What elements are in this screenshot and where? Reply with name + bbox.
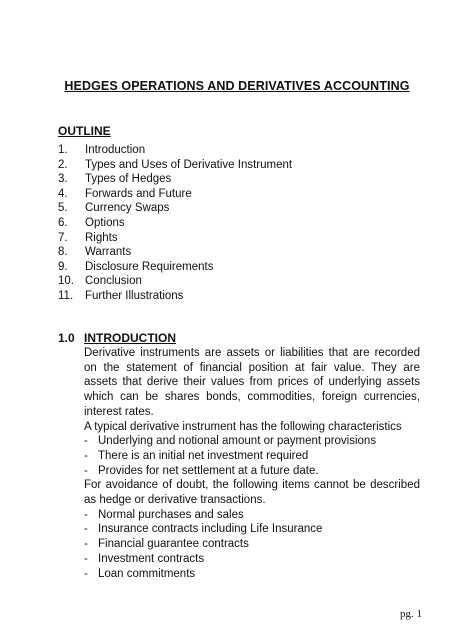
outline-item-text: Types of Hedges <box>85 173 172 186</box>
dash-bullet-icon: - <box>84 449 88 462</box>
dash-bullet-icon: - <box>84 552 88 565</box>
outline-item <box>58 260 292 275</box>
outline-item-text: Rights <box>85 231 118 244</box>
outline-item-number: 6. <box>58 216 68 229</box>
outline-item <box>58 231 292 246</box>
section-title: INTRODUCTION <box>84 331 176 345</box>
section-number: 1.0 <box>58 331 75 345</box>
outline-item-number: 2. <box>58 158 68 171</box>
bullet-text: Loan commitments <box>98 567 196 580</box>
outline-item <box>58 143 292 158</box>
outline-item-text: Further Illustrations <box>85 289 184 302</box>
outline-item <box>58 289 292 304</box>
dash-bullet-icon: - <box>84 435 88 448</box>
outline-item-number: 1. <box>58 144 68 156</box>
outline-item-number: 4. <box>58 187 68 200</box>
dash-bullet-icon: - <box>84 464 88 477</box>
outline-item <box>58 274 292 289</box>
outline-item-number: 3. <box>58 173 68 186</box>
bullet-text: Financial guarantee contracts <box>98 538 249 551</box>
paragraph: A typical derivative instrument has the following characteristics <box>84 420 402 433</box>
bullet-text: Investment contracts <box>98 552 205 565</box>
dash-bullet-icon: - <box>84 538 88 551</box>
page-number: pg. 1 <box>400 608 422 620</box>
outline-item-text: Types and Uses of Derivative Instrument <box>85 158 293 171</box>
outline-item-number: 11. <box>58 289 74 302</box>
dash-bullet-icon: - <box>84 508 88 521</box>
outline-item <box>58 245 292 260</box>
bullet-text: Provides for net settlement at a future date. <box>98 464 319 477</box>
outline-item-number: 7. <box>58 231 68 244</box>
bullet-item <box>84 537 420 552</box>
outline-item <box>58 216 292 231</box>
outline-item-text: Currency Swaps <box>85 202 170 215</box>
paragraph: Derivative instruments are assets or liabilities that are recorded on the statement of financial position at fair value. They are assets that derive their values from prices of underlying assets which can be shares bonds, commodities, foreign currencies, interest rates. <box>84 347 420 418</box>
outline-item-number: 10. <box>58 275 74 288</box>
bullet-item <box>84 522 420 537</box>
outline-item-number: 5. <box>58 202 68 215</box>
bullet-text: There is an initial net investment required <box>98 449 309 462</box>
bullet-text: Normal purchases and sales <box>98 508 244 521</box>
bullet-item <box>84 434 420 449</box>
document-title: HEDGES OPERATIONS AND DERIVATIVES ACCOUNTING <box>64 79 410 93</box>
outline-item <box>58 187 292 202</box>
section-body <box>84 346 420 581</box>
outline-item-text: Warrants <box>85 246 132 259</box>
outline-item-text: Forwards and Future <box>85 187 192 200</box>
bullet-item <box>84 552 420 567</box>
outline-item-text: Introduction <box>85 144 146 156</box>
outline-item-text: Disclosure Requirements <box>85 260 214 273</box>
outline-item <box>58 172 292 187</box>
outline-list <box>58 143 292 304</box>
paragraph: For avoidance of doubt, the following items cannot be described as hedge or derivative transactions. <box>84 479 420 507</box>
bullet-item <box>84 449 420 464</box>
outline-item <box>58 158 292 173</box>
outline-item <box>58 201 292 216</box>
outline-item-number: 8. <box>58 246 68 259</box>
outline-heading: OUTLINE <box>58 124 111 138</box>
outline-item-text: Options <box>85 216 125 229</box>
bullet-item <box>84 567 420 582</box>
dash-bullet-icon: - <box>84 523 88 536</box>
bullet-item <box>84 464 420 479</box>
outline-item-number: 9. <box>58 260 68 273</box>
bullet-text: Underlying and notional amount or payment provisions <box>98 435 377 448</box>
bullet-text: Insurance contracts including Life Insurance <box>98 523 323 536</box>
dash-bullet-icon: - <box>84 567 88 580</box>
bullet-item <box>84 508 420 523</box>
outline-item-text: Conclusion <box>85 275 142 288</box>
